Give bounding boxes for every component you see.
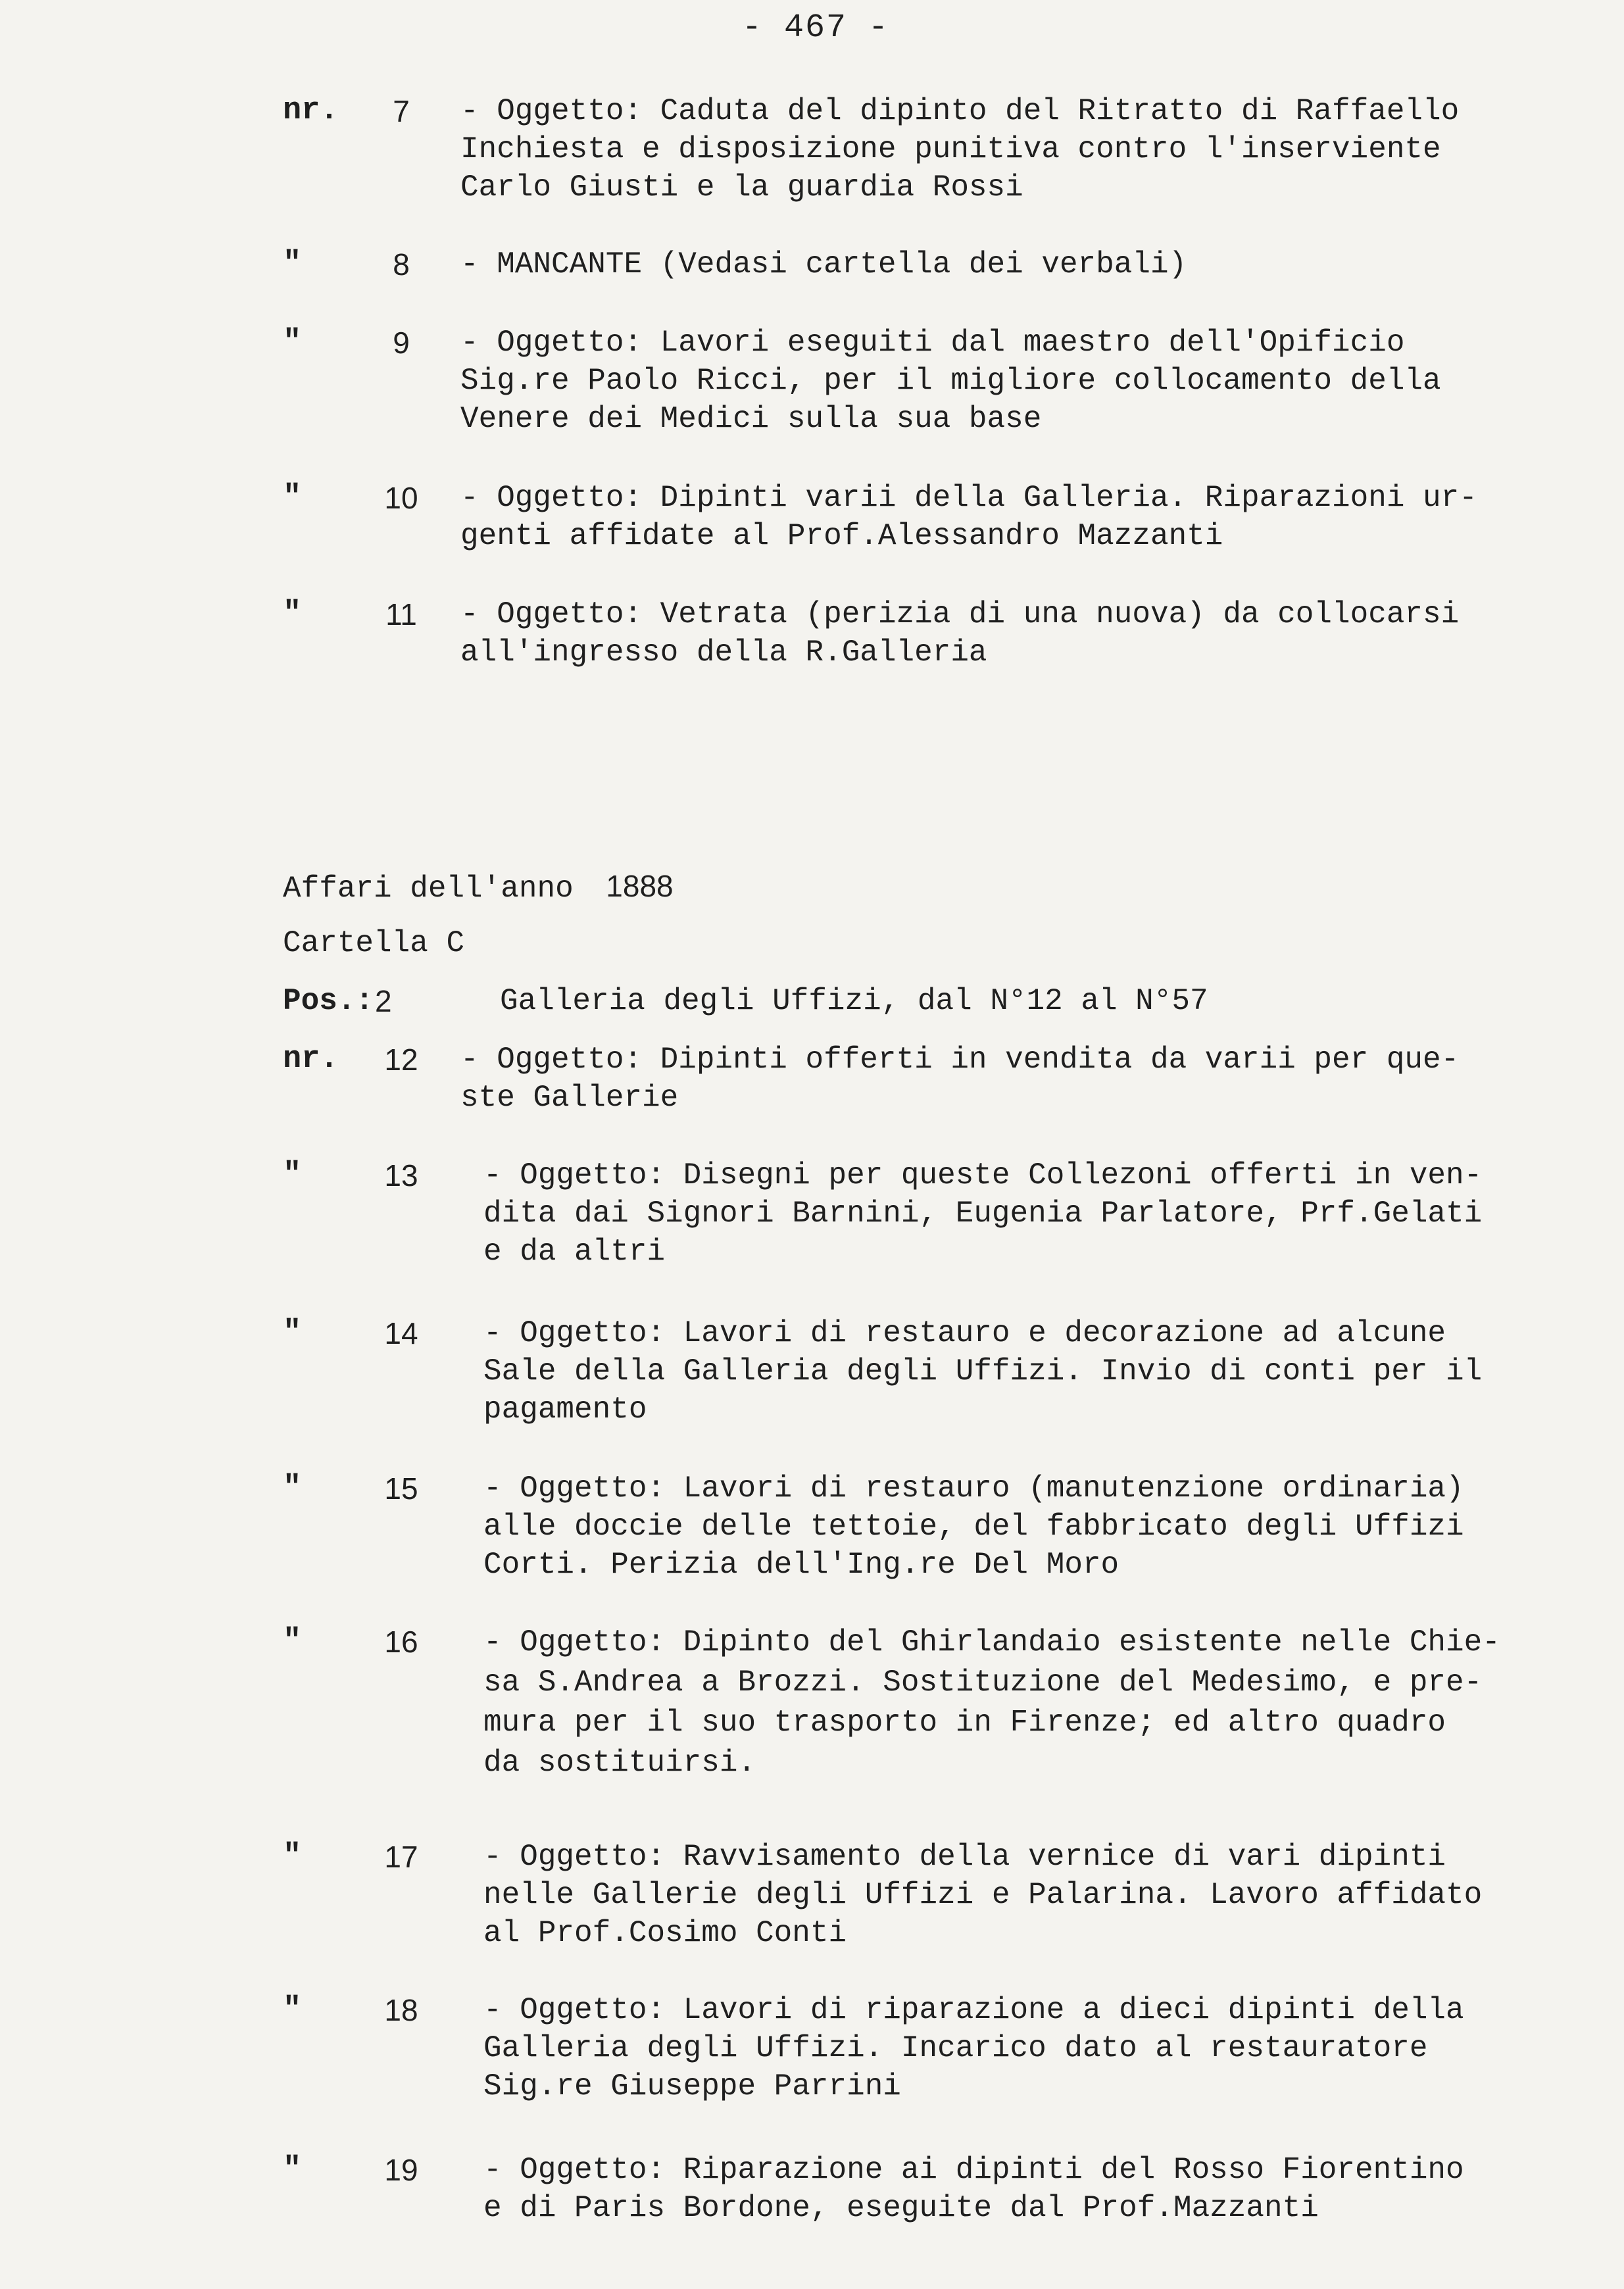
- entry-text: - Oggetto: Ravvisamento della vernice di vari dipinti nelle Gallerie degli Uffizi e Palarina. Lavoro affidato al Prof.Cosimo Conti: [483, 1840, 1483, 1950]
- entry-text: - Oggetto: Dipinti offerti in vendita da varii per que- ste Gallerie: [460, 1043, 1460, 1115]
- entry-number: 19: [384, 2153, 418, 2187]
- entry-text: - Oggetto: Dipinto del Ghirlandaio esistente nelle Chie- sa S.Andrea a Brozzi. Sostituzione del Medesimo, e pre- mura per il suo trasporto in Firenze; ed altro quadro da sostituirsi.: [483, 1625, 1500, 1780]
- entry-text: - Oggetto: Caduta del dipinto del Ritratto di Raffaello Inchiesta e disposizione punitiva contro l'inserviente Carlo Giusti e la guardia Rossi: [460, 94, 1460, 205]
- entry-number: 10: [384, 481, 418, 515]
- entry-prefix: ": [283, 1839, 302, 1874]
- affari-label: Affari dell'anno: [283, 872, 574, 906]
- entry-prefix: ": [283, 480, 302, 515]
- entry-text: - Oggetto: Vetrata (perizia di una nuova) da collocarsi all'ingresso della R.Galleria: [460, 597, 1460, 670]
- entry-prefix: ": [283, 1158, 302, 1193]
- entry-number: 7: [393, 94, 410, 128]
- entry-number: 11: [385, 597, 417, 631]
- entry-prefix: ": [283, 1316, 302, 1350]
- entry-prefix: ": [283, 247, 302, 282]
- entry-number: 13: [384, 1158, 418, 1193]
- pos-label: Pos.:: [283, 984, 374, 1018]
- entry-prefix: ": [283, 1992, 302, 2027]
- entry-text: - MANCANTE (Vedasi cartella dei verbali): [460, 247, 1187, 282]
- entry-text: - Oggetto: Disegni per queste Collezoni offerti in ven- dita dai Signori Barnini, Eugenia Parlatore, Prf.Gelati e da altri: [483, 1158, 1483, 1269]
- section-year-line: [283, 867, 674, 908]
- entry-prefix: ": [283, 1471, 302, 1506]
- entry-number: 15: [384, 1471, 418, 1506]
- entry-prefix: ": [283, 2152, 302, 2187]
- pos-description: Galleria degli Uffizi, dal N°12 al N°57: [500, 984, 1208, 1018]
- entry-prefix: nr.: [283, 1042, 339, 1077]
- pos-number: 2: [375, 984, 392, 1018]
- entry-prefix: nr.: [283, 93, 339, 128]
- entry-number: 14: [384, 1316, 418, 1350]
- entry-text: - Oggetto: Riparazione ai dipinti del Rosso Fiorentino e di Paris Bordone, eseguite dal Prof.Mazzanti: [483, 2153, 1464, 2225]
- entry-number: 17: [384, 1840, 418, 1874]
- entry-prefix: ": [283, 1624, 302, 1659]
- entry-number: 12: [384, 1043, 418, 1077]
- entry-prefix: ": [283, 597, 302, 631]
- entry-text: - Oggetto: Lavori di restauro (manutenzione ordinaria) alle doccie delle tettoie, del fabbricato degli Uffizi Corti. Perizia dell'Ing.re Del Moro: [483, 1471, 1464, 1582]
- entry-number: 8: [393, 247, 410, 282]
- position-line: [0, 982, 1624, 1021]
- entry-text: - Oggetto: Lavori di riparazione a dieci dipinti della Galleria degli Uffizi. Incarico dato al restauratore Sig.re Giuseppe Parrini: [483, 1993, 1464, 2104]
- entry-number: 16: [384, 1625, 418, 1659]
- page-number: - 467 -: [741, 9, 890, 47]
- entry-prefix: ": [283, 325, 302, 360]
- entry-text: - Oggetto: Lavori eseguiti dal maestro dell'Opificio Sig.re Paolo Ricci, per il migliore collocamento della Venere dei Medici sulla sua base: [460, 326, 1441, 436]
- affari-year: 1888: [606, 869, 674, 903]
- cartella-label: Cartella C: [283, 926, 465, 960]
- entry-text: - Oggetto: Lavori di restauro e decorazione ad alcune Sale della Galleria degli Uffizi. Invio di conti per il pagamento: [483, 1316, 1483, 1427]
- entry-text: - Oggetto: Dipinti varii della Galleria. Riparazioni ur- genti affidate al Prof.Alessandro Mazzanti: [460, 481, 1477, 553]
- entry-number: 18: [384, 1993, 418, 2027]
- entry-number: 9: [393, 326, 410, 360]
